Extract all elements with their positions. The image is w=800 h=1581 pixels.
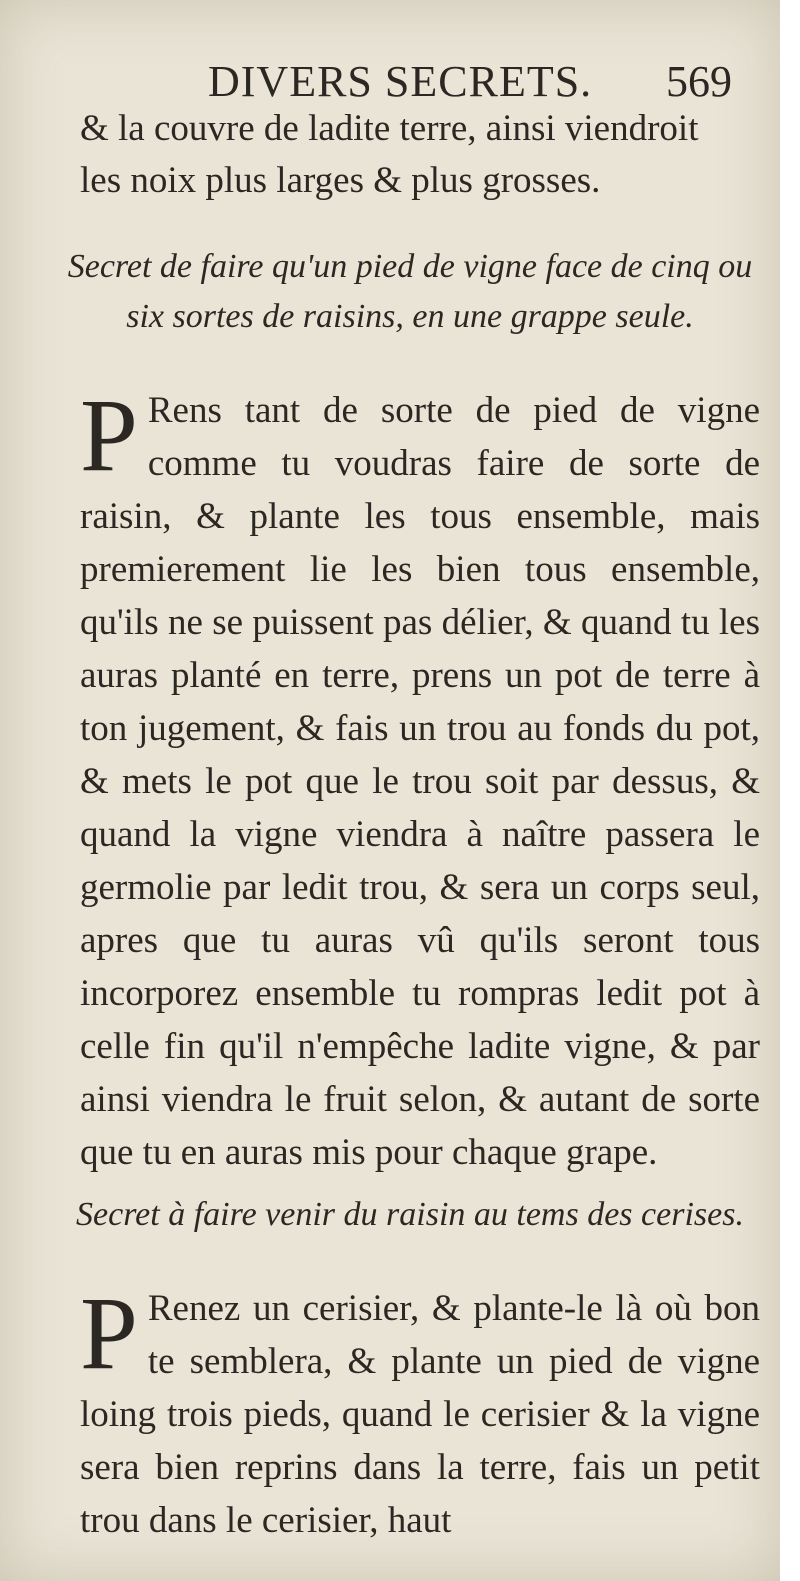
page-header — [80, 56, 740, 106]
drop-cap: P — [80, 1276, 138, 1391]
intro-line: & la couvre de ladite terre, ainsi viendroit — [80, 108, 699, 149]
section-body — [80, 378, 760, 1179]
drop-cap: P — [80, 378, 138, 493]
page-number: 569 — [666, 57, 732, 106]
paragraph-text: Renez un cerisier, & plante-le là où bon te semblera, & plante un pied de vigne loing trois pieds, quand le cerisier & la vigne sera bien reprins dans la terre, fais un petit trou dans le cerisier, haut — [80, 1288, 760, 1541]
intro-line: les noix plus larges & plus grosses. — [80, 160, 601, 201]
section-title: Secret à faire venir du raisin au tems des cerises. — [76, 1196, 744, 1233]
section-body — [80, 1276, 760, 1547]
page-edge — [780, 0, 800, 1581]
paragraph-text: Rens tant de sorte de pied de vigne comme tu voudras faire de sorte de raisin, & plante les tous ensemble, mais premierement lie les bien tous ensemble, qu'ils ne se puissent pas délier, & quand tu les auras planté en terre, prens un pot de terre à ton jugement, & fais un trou au fonds du pot, & mets le pot que le trou soit par dessus, & quand la vigne viendra à naître passera le germolie par ledit trou, & sera un corps seul, apres que tu auras vû qu'ils seront tous incorporez ensemble tu rompras ledit pot à celle fin qu'il n'empêche ladite vigne, & par ainsi viendra le fruit selon, & autant de sorte que tu en auras mis pour chaque grape. — [80, 390, 760, 1173]
section-title: Secret de faire qu'un pied de vigne face de cinq ou six sortes de raisins, en une grappe seule. — [67, 248, 753, 335]
running-head: DIVERS SECRETS. — [208, 57, 593, 106]
